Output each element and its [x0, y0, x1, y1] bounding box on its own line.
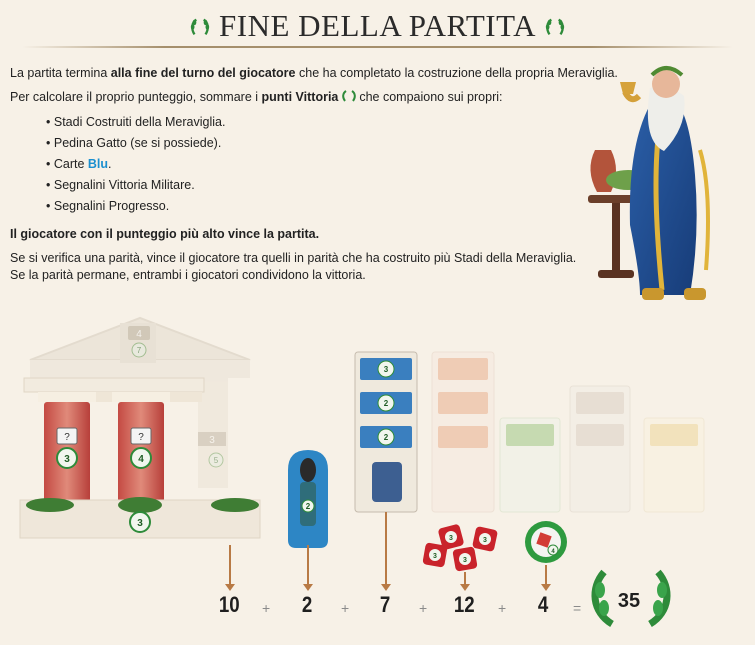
title-text: FINE DELLA PARTITA [219, 8, 536, 43]
military-vp: 3 [449, 535, 453, 542]
tie-rule-1: Se si verifica una parità, vince il giocatore tra quelli in parità che ha costruito più Stadi della Meraviglia. [10, 251, 577, 265]
text-span: La partita termina [10, 66, 111, 80]
text-span: Per calcolare il proprio punteggio, sommare i [10, 90, 262, 104]
faded-cards [432, 352, 704, 512]
text-span: . [108, 157, 112, 171]
military-tokens [422, 524, 498, 572]
cat-pawn-token [288, 450, 328, 548]
military-token [472, 526, 498, 552]
score-progress: 4 [537, 592, 549, 617]
arrow-progress [545, 565, 547, 585]
progress-token [525, 521, 567, 563]
winner-statement: Il giocatore con il punteggio più alto vince la partita. [10, 227, 320, 241]
score-wonder: 10 [218, 592, 240, 617]
text-span: Carte [53, 157, 88, 171]
bold-text: alla fine del turno del giocatore [110, 66, 296, 80]
stage-vp: 3 [64, 454, 70, 465]
military-vp: 3 [433, 553, 437, 560]
equals-sign: = [573, 600, 582, 616]
blue-cards-stack [355, 352, 417, 512]
list-item: • Stadi Costruiti della Meraviglia. [46, 112, 225, 133]
blue-card [378, 395, 394, 411]
list-item: • Pedina Gatto (se si possiede). [46, 133, 225, 154]
plus-sign: + [498, 600, 507, 616]
cat-vp: 2 [305, 502, 311, 511]
text-span: che ha completato la costruzione della propria Meraviglia. [295, 66, 618, 80]
score-blue-cards: 7 [379, 592, 391, 617]
stage-label: 4 [136, 329, 142, 340]
blue-text: Blu [87, 157, 109, 171]
plus-sign: + [419, 600, 428, 616]
blue-card [378, 361, 394, 377]
blue-card [378, 429, 394, 445]
military-token [452, 546, 477, 571]
stage-label: 3 [209, 435, 215, 446]
stage-label: ? [138, 432, 144, 443]
wonder-stage-bottom [130, 512, 150, 532]
plus-sign: + [341, 600, 350, 616]
score-cat: 2 [301, 592, 313, 617]
military-token [422, 542, 447, 567]
stage-vp: 7 [136, 346, 142, 355]
military-vp: 3 [463, 557, 467, 564]
tie-rule-2: Se la parità permane, entrambi i giocatori condividono la vittoria. [10, 268, 366, 282]
score-total: 35 [617, 590, 641, 612]
stage-vp: 4 [138, 454, 144, 465]
stage-vp: 3 [137, 518, 143, 529]
stage-label: ? [64, 432, 70, 443]
plus-sign: + [262, 600, 271, 616]
bold-text: punti Vittoria [261, 90, 339, 104]
arrow-military [464, 572, 466, 585]
arrow-blue [385, 512, 387, 585]
card-vp: 2 [383, 399, 389, 408]
philosopher-figure [588, 68, 708, 300]
card-vp: 3 [383, 365, 389, 374]
stage-vp: 5 [213, 456, 219, 465]
text-span: che compaiono sui propri: [359, 90, 503, 104]
wonder-board [20, 318, 260, 538]
arrow-wonder [229, 545, 231, 585]
list-item: • Segnalini Progresso. [46, 196, 225, 217]
military-vp: 3 [483, 537, 487, 544]
score-military: 12 [453, 592, 475, 617]
card-vp: 2 [383, 433, 389, 442]
arrow-cat [307, 545, 309, 585]
progress-vp: 4 [551, 549, 555, 555]
list-item: • Segnalini Vittoria Militare. [46, 175, 225, 196]
